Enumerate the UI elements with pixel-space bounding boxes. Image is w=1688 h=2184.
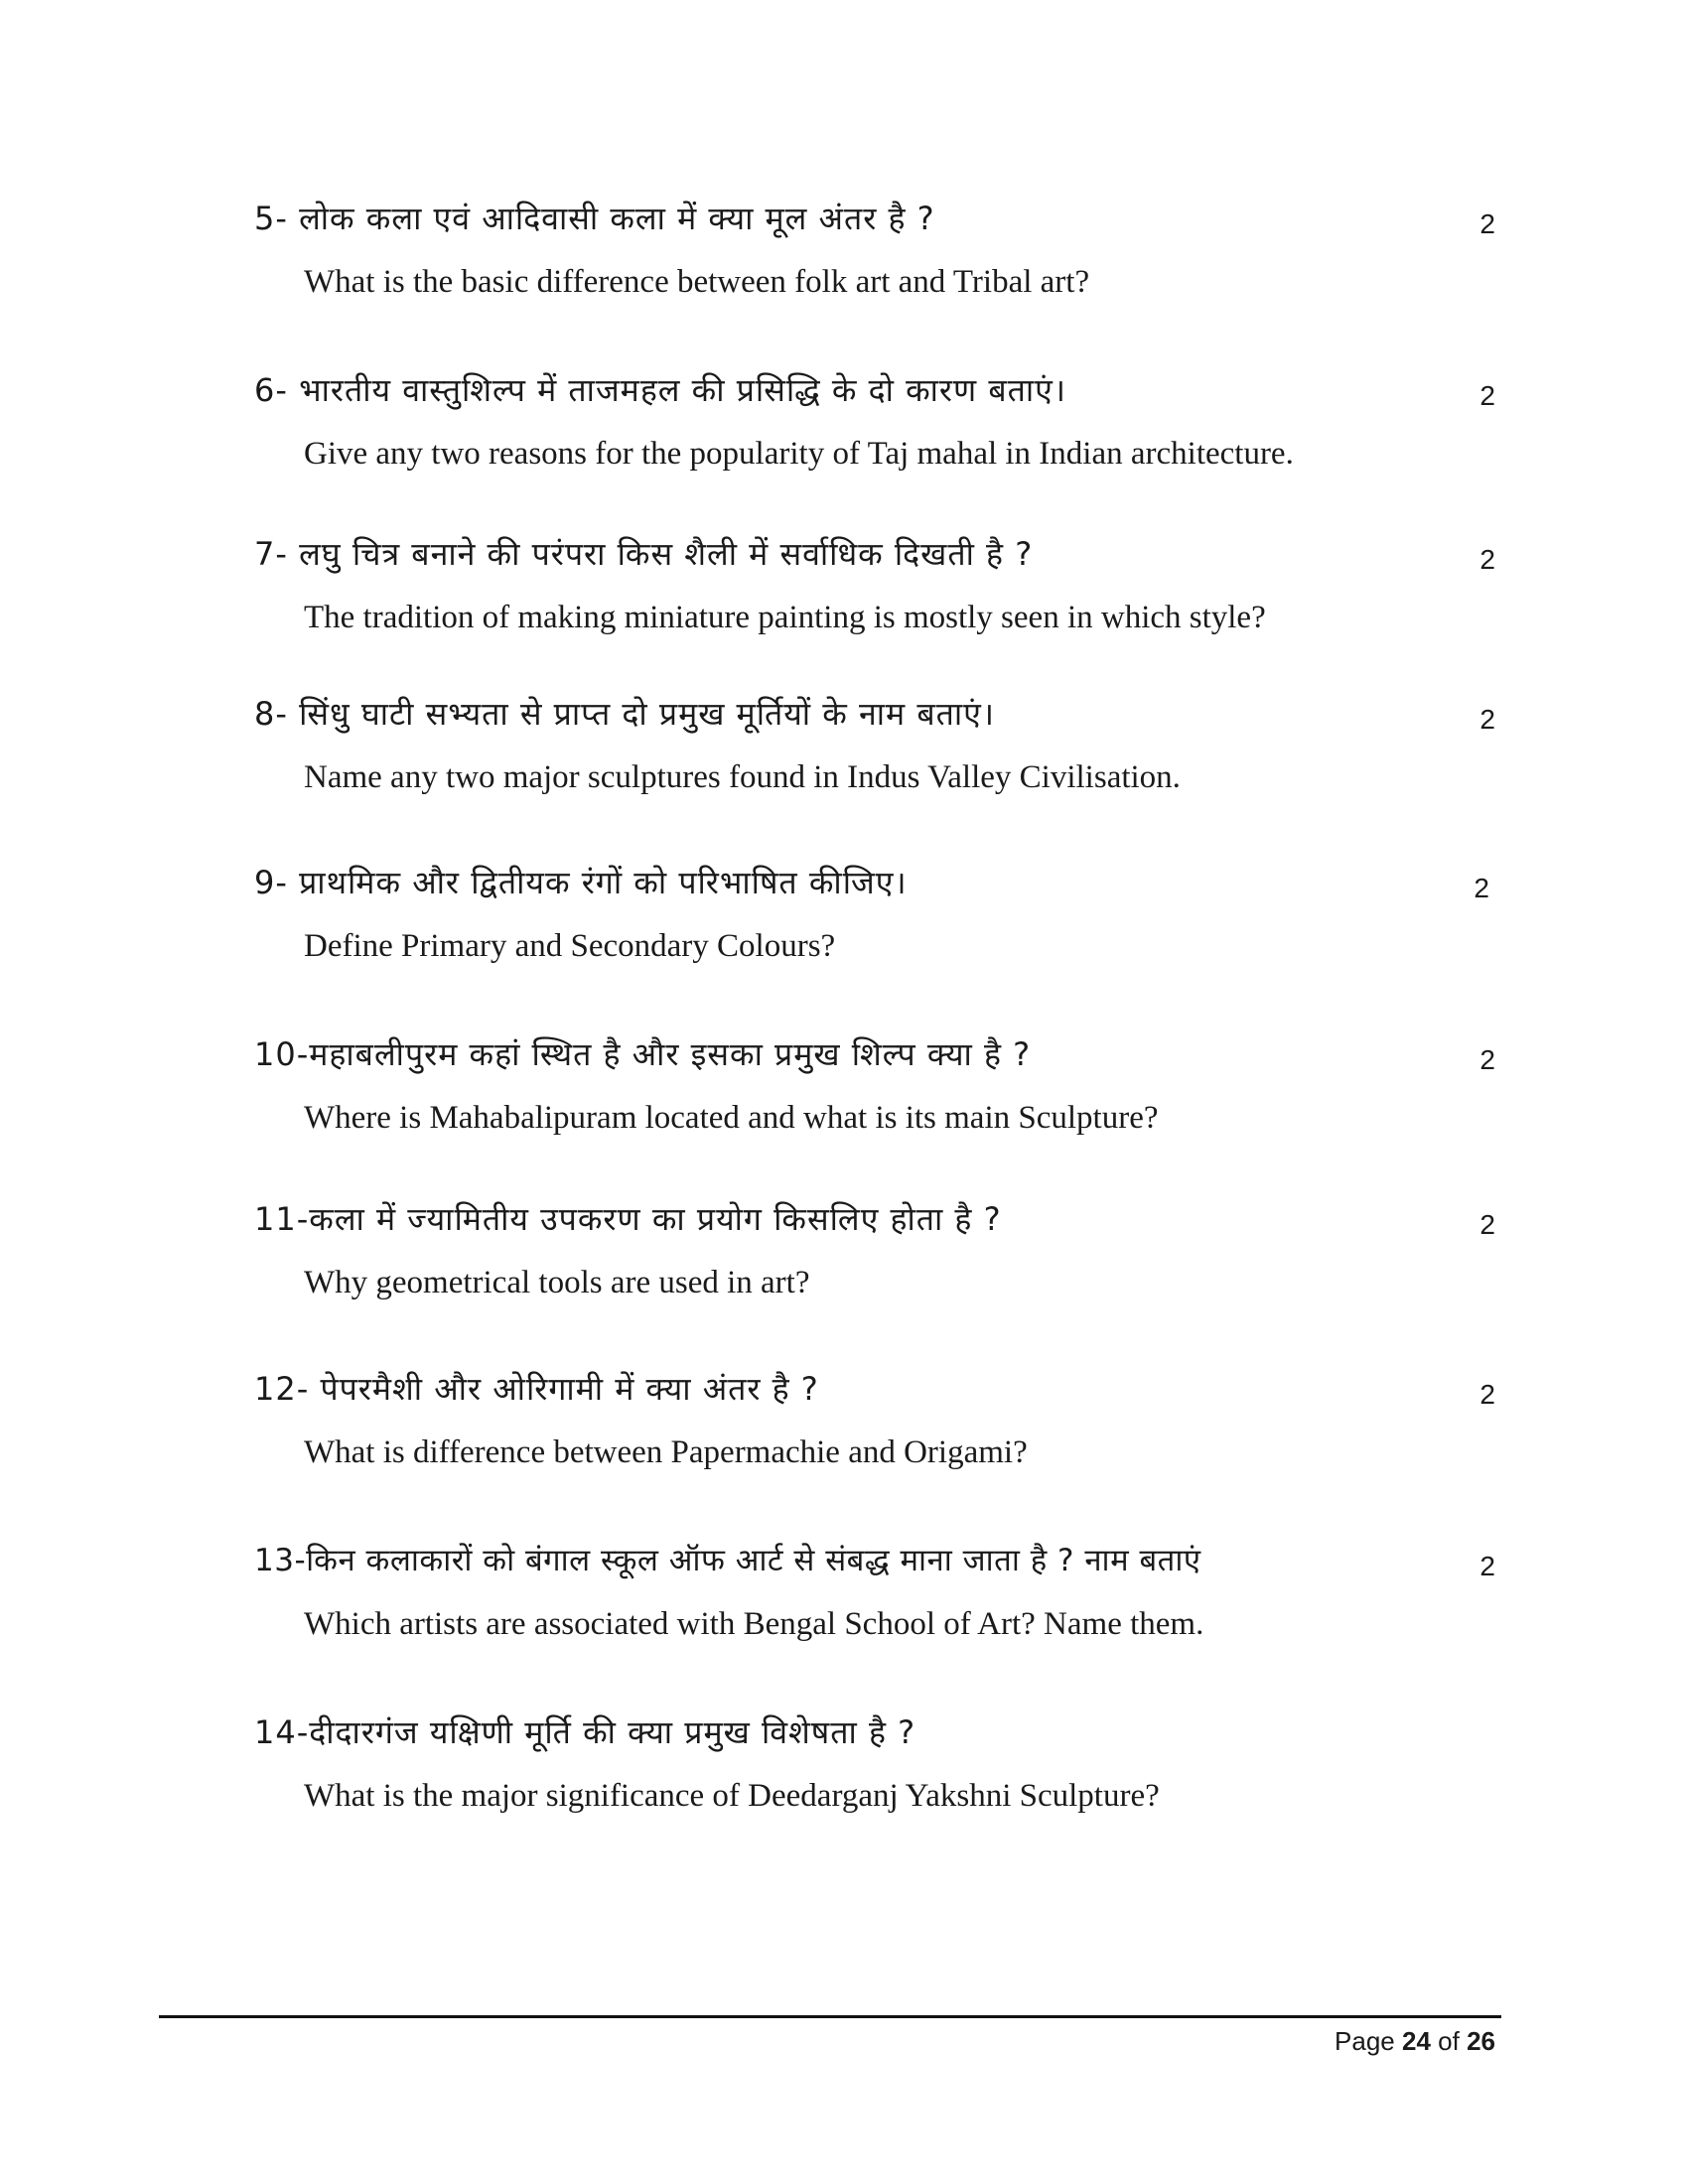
question-english-text: What is the major significance of Deedarganj Yakshni Sculpture? [304, 1778, 1160, 1814]
question-14 [254, 1712, 1495, 1832]
question-marks: 2 [1479, 704, 1495, 735]
question-8 [254, 694, 1495, 813]
question-10 [254, 1034, 1495, 1154]
question-marks: 2 [1479, 208, 1495, 239]
question-5 [254, 199, 1495, 318]
question-hindi-text: 10-महाबलीपुरम कहां स्थित है और इसका प्रमुख शिल्प क्या है ? [254, 1035, 1032, 1073]
question-13 [254, 1541, 1495, 1660]
question-english-text: Where is Mahabalipuram located and what is its main Sculpture? [304, 1100, 1159, 1136]
question-marks: 2 [1479, 1551, 1495, 1581]
question-english-text: Define Primary and Secondary Colours? [304, 928, 836, 964]
question-english-text: Why geometrical tools are used in art? [304, 1265, 810, 1300]
question-hindi-text: 14-दीदारगंज यक्षिणी मूर्ति की क्या प्रमुख विशेषता है ? [254, 1713, 916, 1751]
question-9 [254, 863, 1495, 982]
question-hindi-text: 13-किन कलाकारों को बंगाल स्कूल ऑफ आर्ट से संबद्ध माना जाता है ? नाम बताएं [254, 1543, 1201, 1578]
question-marks: 2 [1479, 544, 1495, 575]
page-current: 24 [1402, 2026, 1431, 2056]
question-hindi-text: 12- पेपरमैशी और ओरिगामी में क्या अंतर है ? [254, 1370, 819, 1408]
question-marks: 2 [1474, 873, 1489, 903]
question-english-text: The tradition of making miniature painting is mostly seen in which style? [304, 600, 1266, 635]
question-english-text: What is difference between Papermachie and Origami? [304, 1434, 1028, 1470]
question-marks: 2 [1479, 380, 1495, 411]
of-word: of [1438, 2026, 1460, 2056]
question-hindi-text: 7- लघु चित्र बनाने की परंपरा किस शैली में सर्वाधिक दिखती है ? [254, 535, 1034, 573]
page-number [1335, 2025, 1495, 2057]
question-11 [254, 1199, 1495, 1318]
question-hindi-text: 5- लोक कला एवं आदिवासी कला में क्या मूल अंतर है ? [254, 200, 935, 237]
question-english-text: What is the basic difference between folk art and Tribal art? [304, 264, 1090, 300]
question-hindi-text: 8- सिंधु घाटी सभ्यता से प्राप्त दो प्रमुख मूर्तियों के नाम बताएं। [254, 695, 995, 733]
question-english-text: Which artists are associated with Bengal School of Art? Name them. [304, 1606, 1204, 1642]
question-hindi-text: 11-कला में ज्यामितीय उपकरण का प्रयोग किसलिए होता है ? [254, 1200, 1002, 1238]
page-total: 26 [1467, 2026, 1495, 2056]
question-english-text: Give any two reasons for the popularity of Taj mahal in Indian architecture. [304, 436, 1294, 472]
question-marks: 2 [1479, 1379, 1495, 1410]
question-english-text: Name any two major sculptures found in Indus Valley Civilisation. [304, 759, 1181, 795]
question-marks: 2 [1479, 1209, 1495, 1240]
page-word: Page [1335, 2026, 1395, 2056]
question-marks: 2 [1479, 1044, 1495, 1075]
question-12 [254, 1369, 1495, 1488]
footer-divider [159, 2015, 1501, 2018]
question-7 [254, 534, 1495, 653]
question-6 [254, 370, 1495, 489]
question-hindi-text: 9- प्राथमिक और द्वितीयक रंगों को परिभाषित कीजिए। [254, 864, 908, 901]
question-hindi-text: 6- भारतीय वास्तुशिल्प में ताजमहल की प्रसिद्धि के दो कारण बताएं। [254, 371, 1066, 409]
